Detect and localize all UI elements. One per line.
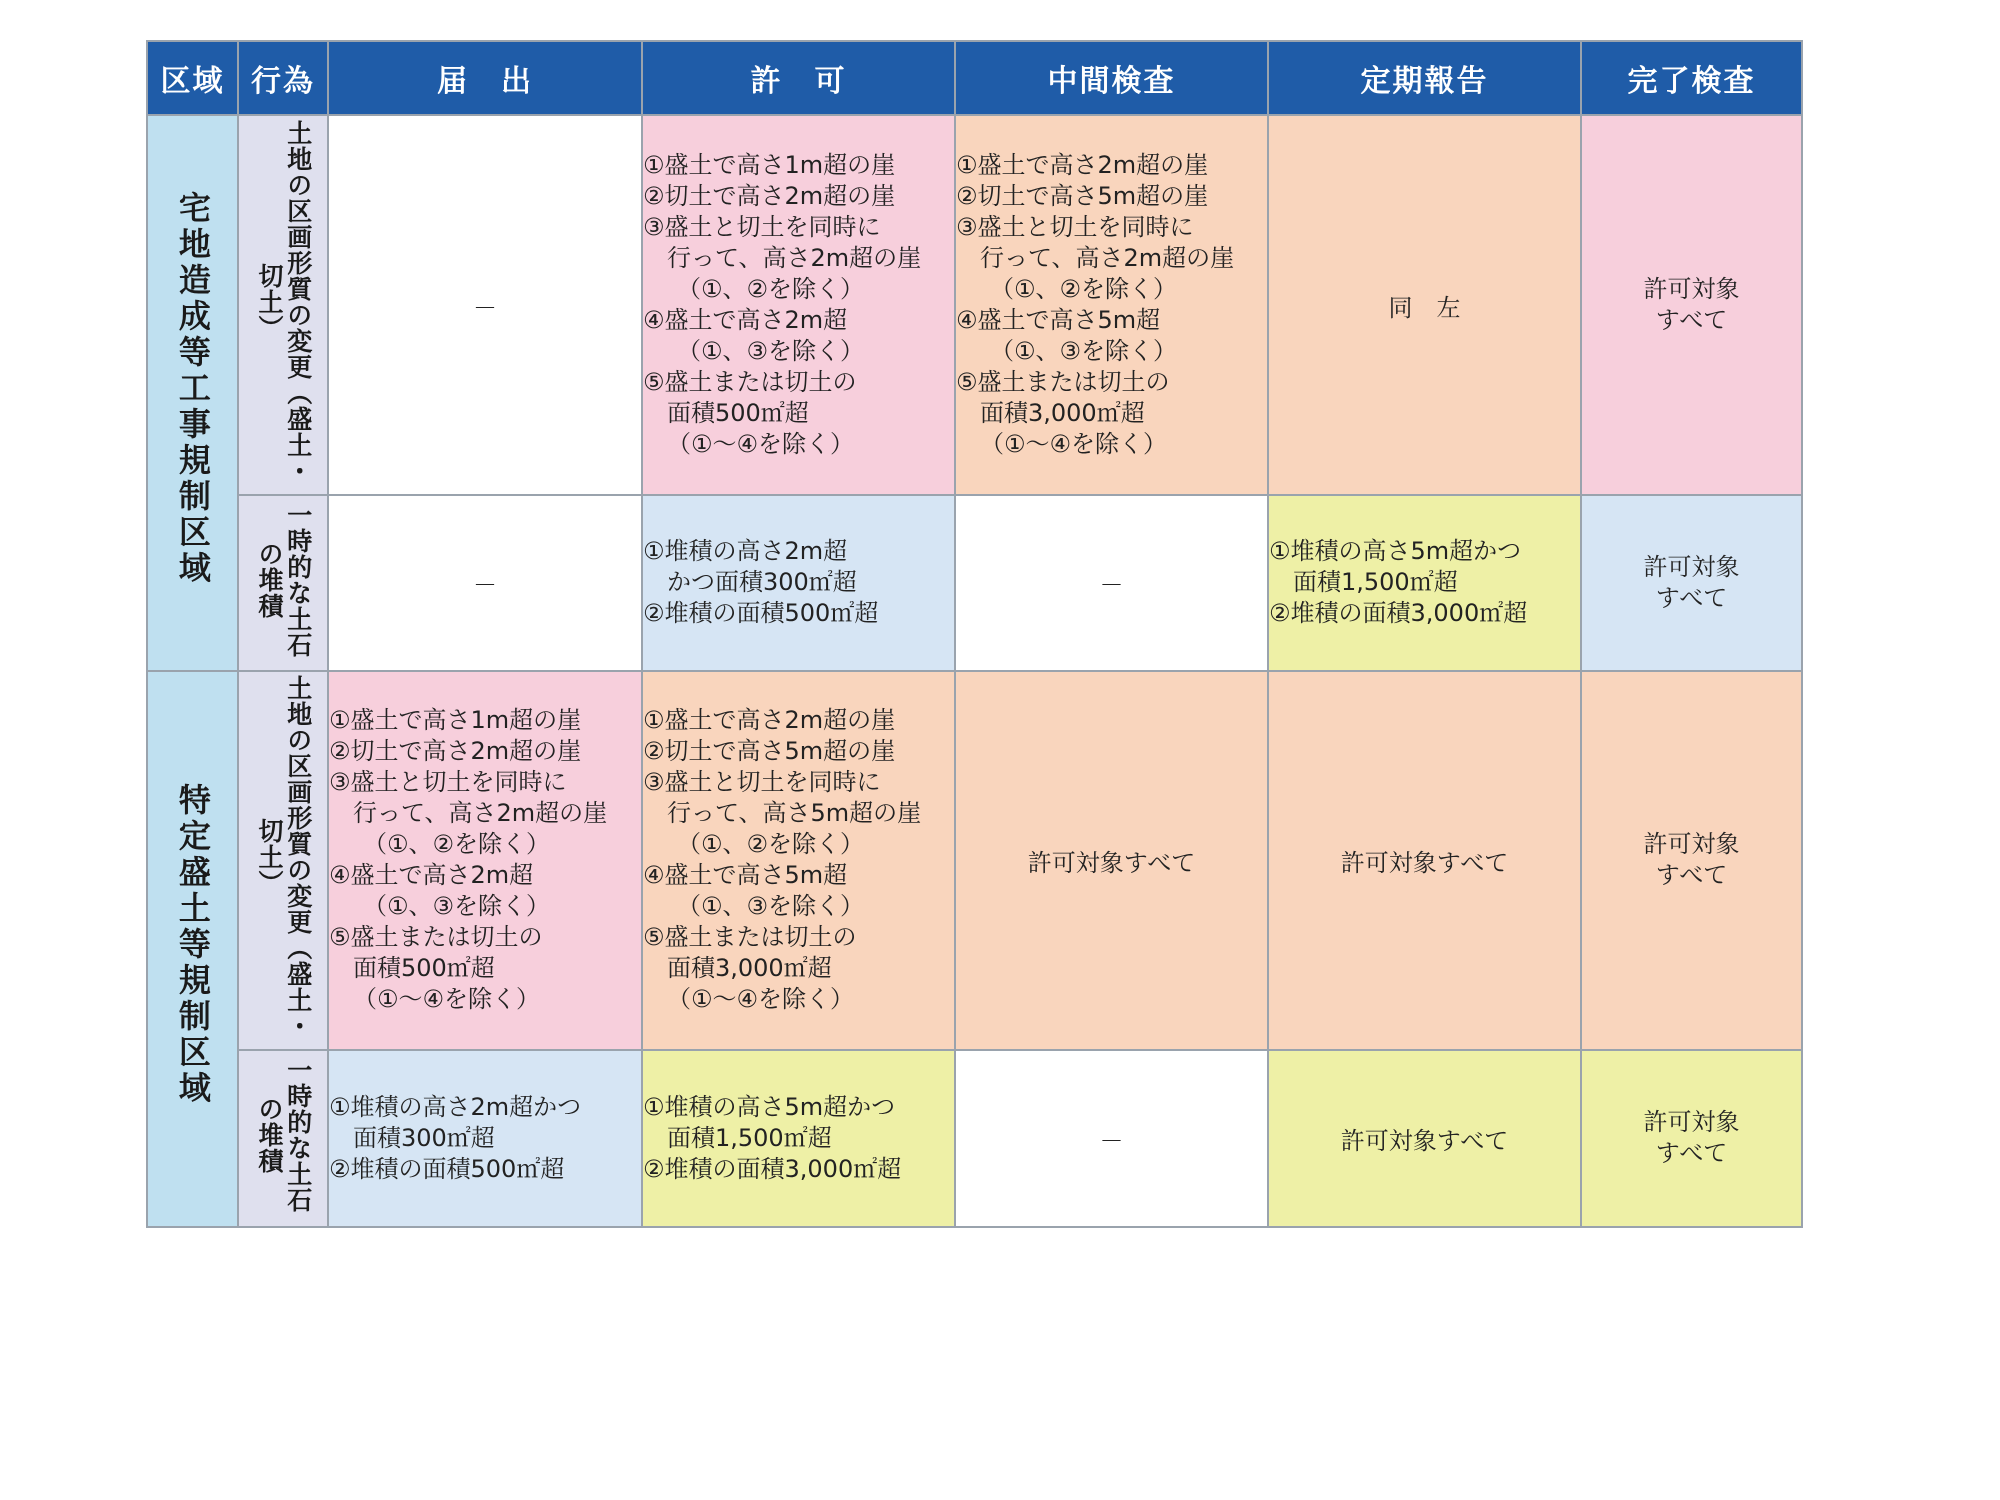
r4-interim-cell: －	[955, 1050, 1268, 1227]
list-item: （①、③を除く）	[677, 892, 865, 921]
r3-completion-cell	[1581, 671, 1802, 1050]
list-item: ②切土で高さ5m超の崖	[643, 737, 896, 766]
list-item: ②堆積の面積500㎡超	[329, 1154, 565, 1183]
r2-interim-cell: －	[955, 495, 1268, 671]
list-item: （①、②を除く）	[677, 275, 865, 304]
list-item: ②堆積の面積3,000㎡超	[643, 1154, 902, 1183]
completion-line-2: すべて	[1655, 861, 1728, 890]
header-row	[147, 41, 1802, 115]
list-item: ⑤盛土または切土の	[329, 923, 543, 952]
list-item: （①、②を除く）	[677, 830, 865, 859]
regulation-table-container	[146, 40, 1801, 1228]
list-item: （①、②を除く）	[363, 830, 551, 859]
list-item: ④盛土で高さ2m超	[643, 306, 848, 335]
zone-label-housing: 宅地造成等工事規制区域	[173, 191, 212, 588]
header-notify: 届 出	[328, 41, 642, 115]
list-item: 面積3,000㎡超	[667, 954, 832, 983]
list-item: 面積3,000㎡超	[980, 399, 1145, 428]
act-cell-pile	[238, 1050, 328, 1227]
list-item: ②堆積の面積3,000㎡超	[1269, 599, 1528, 628]
act-label-change: 土地の区画形質の変更（盛土・切土）	[255, 675, 313, 1040]
list-item: 行って、高さ2m超の崖	[667, 244, 922, 273]
list-item: （①、③を除く）	[990, 337, 1178, 366]
list-item: ①盛土で高さ2m超の崖	[956, 151, 1209, 180]
completion-line-1: 許可対象	[1643, 830, 1740, 859]
list-item: 面積500㎡超	[667, 399, 809, 428]
table-row	[147, 495, 1802, 671]
r2-notify-cell: －	[328, 495, 642, 671]
list-item: ④盛土で高さ5m超	[956, 306, 1161, 335]
list-item: ①堆積の高さ2m超	[643, 537, 848, 566]
r3-permit-cell	[642, 671, 955, 1050]
table-row	[147, 671, 1802, 1050]
completion-line-1: 許可対象	[1643, 1108, 1740, 1137]
list-item: 面積300㎡超	[353, 1123, 495, 1152]
r1-completion-cell	[1581, 115, 1802, 494]
regulation-table	[146, 40, 1803, 1228]
r4-permit-cell	[642, 1050, 955, 1227]
list-item: ①堆積の高さ2m超かつ	[329, 1092, 582, 1121]
r3-periodic-cell: 許可対象すべて	[1268, 671, 1581, 1050]
act-cell-pile	[238, 495, 328, 671]
act-label-change: 土地の区画形質の変更（盛土・切土）	[255, 120, 313, 485]
list-item: 面積500㎡超	[353, 954, 495, 983]
r2-permit-cell	[642, 495, 955, 671]
completion-line-1: 許可対象	[1643, 552, 1740, 581]
list-item: ①堆積の高さ5m超かつ	[1269, 537, 1522, 566]
list-item: （①、③を除く）	[677, 337, 865, 366]
table-row	[147, 115, 1802, 494]
list-item: ③盛土と切土を同時に	[329, 768, 567, 797]
header-zone: 区域	[147, 41, 238, 115]
list-item: ②切土で高さ5m超の崖	[956, 182, 1209, 211]
header-act: 行為	[238, 41, 328, 115]
act-label-pile: 一時的な土石の堆積	[255, 501, 313, 658]
r4-completion-cell	[1581, 1050, 1802, 1227]
list-item: （①～④を除く）	[980, 430, 1168, 459]
list-item: （①～④を除く）	[353, 985, 541, 1014]
list-item: 行って、高さ2m超の崖	[980, 244, 1235, 273]
list-item: （①、②を除く）	[990, 275, 1178, 304]
list-item: 面積1,500㎡超	[1293, 568, 1458, 597]
header-permit: 許 可	[642, 41, 955, 115]
list-item: ①盛土で高さ2m超の崖	[643, 706, 896, 735]
list-item: 行って、高さ2m超の崖	[353, 799, 608, 828]
header-periodic: 定期報告	[1268, 41, 1581, 115]
r4-periodic-cell: 許可対象すべて	[1268, 1050, 1581, 1227]
list-item: 面積1,500㎡超	[667, 1123, 832, 1152]
table-row	[147, 1050, 1802, 1227]
list-item: ⑤盛土または切土の	[643, 368, 857, 397]
list-item: （①～④を除く）	[667, 430, 855, 459]
completion-line-1: 許可対象	[1643, 275, 1740, 304]
completion-line-2: すべて	[1655, 583, 1728, 612]
list-item: ⑤盛土または切土の	[956, 368, 1170, 397]
zone-cell-specific	[147, 671, 238, 1227]
r1-permit-cell	[642, 115, 955, 494]
r1-periodic-cell: 同 左	[1268, 115, 1581, 494]
list-item: ①盛土で高さ1m超の崖	[329, 706, 582, 735]
list-item: ②堆積の面積500㎡超	[643, 599, 879, 628]
list-item: ①堆積の高さ5m超かつ	[643, 1092, 896, 1121]
r4-notify-cell	[328, 1050, 642, 1227]
r3-interim-cell: 許可対象すべて	[955, 671, 1268, 1050]
zone-label-specific: 特定盛土等規制区域	[173, 782, 212, 1107]
zone-cell-housing	[147, 115, 238, 670]
list-item: かつ面積300㎡超	[667, 568, 857, 597]
list-item: ②切土で高さ2m超の崖	[329, 737, 582, 766]
list-item: 行って、高さ5m超の崖	[667, 799, 922, 828]
list-item: ③盛土と切土を同時に	[643, 213, 881, 242]
list-item: ④盛土で高さ5m超	[643, 861, 848, 890]
list-item: ①盛土で高さ1m超の崖	[643, 151, 896, 180]
list-item: ③盛土と切土を同時に	[956, 213, 1194, 242]
r2-periodic-cell	[1268, 495, 1581, 671]
list-item: ③盛土と切土を同時に	[643, 768, 881, 797]
act-label-pile: 一時的な土石の堆積	[255, 1057, 313, 1214]
list-item: （①～④を除く）	[667, 985, 855, 1014]
completion-line-2: すべて	[1655, 1139, 1728, 1168]
list-item: ⑤盛土または切土の	[643, 923, 857, 952]
list-item: ④盛土で高さ2m超	[329, 861, 534, 890]
r2-completion-cell	[1581, 495, 1802, 671]
header-completion: 完了検査	[1581, 41, 1802, 115]
list-item: ②切土で高さ2m超の崖	[643, 182, 896, 211]
completion-line-2: すべて	[1655, 306, 1728, 335]
r1-interim-cell	[955, 115, 1268, 494]
act-cell-change	[238, 115, 328, 494]
r1-notify-cell: －	[328, 115, 642, 494]
list-item: （①、③を除く）	[363, 892, 551, 921]
header-interim: 中間検査	[955, 41, 1268, 115]
r3-notify-cell	[328, 671, 642, 1050]
act-cell-change	[238, 671, 328, 1050]
